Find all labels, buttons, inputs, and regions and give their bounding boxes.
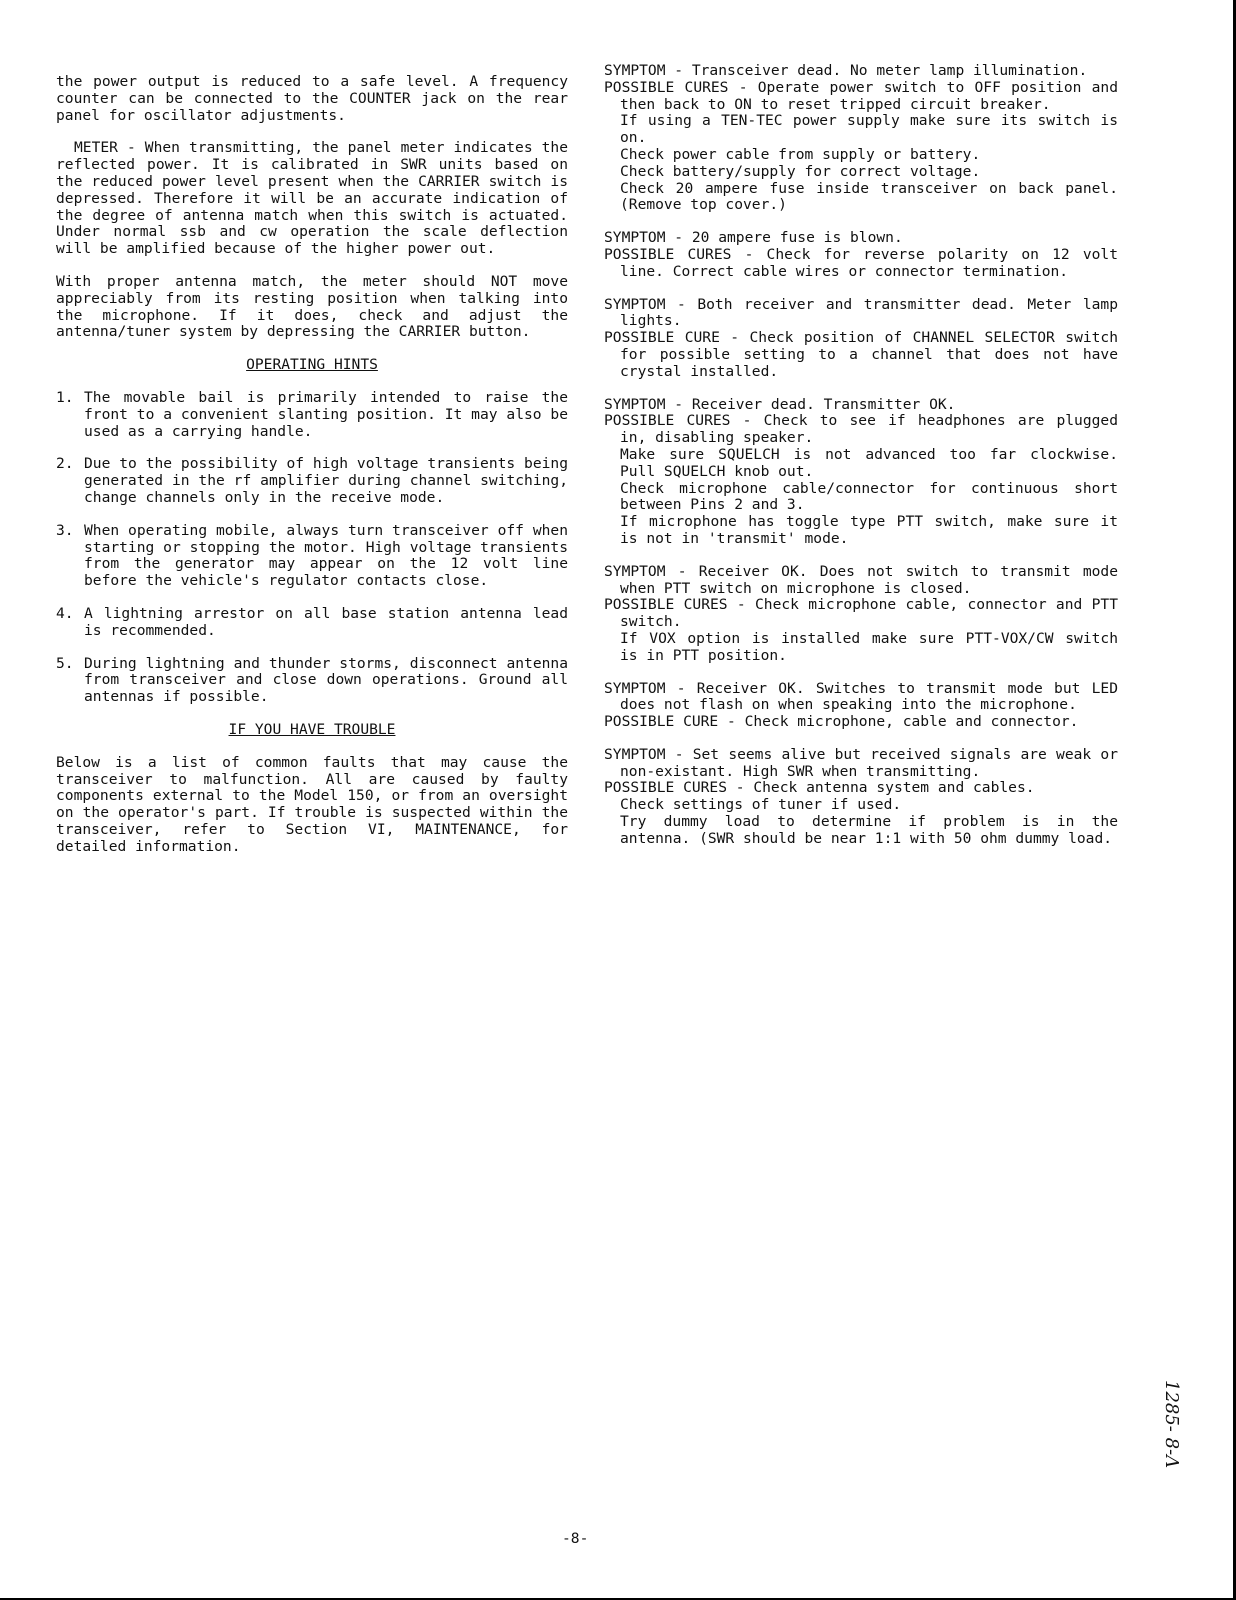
cure-item: Check 20 ampere fuse inside transceiver on back panel. (Remove top cover.) <box>620 179 1118 214</box>
cure-item: If using a TEN-TEC power supply make sure its switch is on. <box>620 112 1118 147</box>
cure-item: Check settings of tuner if used. <box>620 796 902 814</box>
symptom-line: SYMPTOM - Both receiver and transmitter dead. Meter lamp lights. <box>604 295 1118 330</box>
cure-item: Check microphone cable/connector for continuous short between Pins 2 and 3. <box>620 479 1118 514</box>
symptom-line: SYMPTOM - Receiver dead. Transmitter OK. <box>604 395 956 413</box>
left-column <box>56 74 568 871</box>
right-column <box>604 63 1118 864</box>
list-item-number: 4. <box>56 604 74 622</box>
cure-line: POSSIBLE CURE - Check microphone, cable and connector. <box>604 713 1079 731</box>
cure-item: Try dummy load to determine if problem is in the antenna. (SWR should be near 1:1 with 50 ohm dummy load. <box>620 813 1118 847</box>
operating-hints-list <box>56 390 568 706</box>
cure-line: POSSIBLE CURES - Operate power switch to OFF position and then back to ON to reset tripped circuit breaker. <box>604 78 1118 113</box>
symptom-block <box>604 397 1118 548</box>
symptom-line: SYMPTOM - Receiver OK. Does not switch to transmit mode when PTT switch on microphone is closed. <box>604 562 1118 597</box>
list-item-number: 5. <box>56 654 74 672</box>
symptom-block <box>604 297 1118 381</box>
list-item <box>56 523 568 590</box>
cure-item: Check battery/supply for correct voltage. <box>620 162 981 180</box>
symptom-block <box>604 747 1118 848</box>
list-item-text: A lightning arrestor on all base station antenna lead is recommended. <box>84 604 568 639</box>
cure-line: POSSIBLE CURES - Check to see if headphones are plugged in, disabling speaker. <box>604 412 1118 447</box>
list-item <box>56 390 568 440</box>
cure-line: POSSIBLE CURES - Check microphone cable, connector and PTT switch. <box>604 596 1118 631</box>
paragraph-trouble: Below is a list of common faults that may cause the transceiver to malfunction. All are caused by faulty components external to the Model 150, or from an oversight on the operator's part. If trouble is suspected within the transceiver, refer to Section VI, MAINTENANCE, for detailed information. <box>56 753 568 855</box>
symptom-block <box>604 230 1118 280</box>
list-item-text: The movable bail is primarily intended to raise the front to a convenient slanting position. It may also be used as a carrying handle. <box>84 388 568 440</box>
cure-item: If VOX option is installed make sure PTT-VOX/CW switch is in PTT position. <box>620 629 1118 664</box>
cure-line: POSSIBLE CURE - Check position of CHANNEL SELECTOR switch for possible setting to a channel that does not have crystal installed. <box>604 329 1118 380</box>
list-item <box>56 456 568 506</box>
symptom-line: SYMPTOM - Set seems alive but received signals are weak or non-existant. High SWR when transmitting. <box>604 745 1118 780</box>
list-item-text: During lightning and thunder storms, disconnect antenna from transceiver and close down operations. Ground all antennas if possible. <box>84 654 568 706</box>
symptom-block <box>604 564 1118 665</box>
paragraph-antenna-match: With proper antenna match, the meter should NOT move appreciably from its resting position when talking into the microphone. If it does, check and adjust the antenna/tuner system by depressing the CARRIER button. <box>56 272 568 341</box>
symptom-block <box>604 63 1118 214</box>
symptom-line: SYMPTOM - Transceiver dead. No meter lamp illumination. <box>604 62 1088 79</box>
symptom-line: SYMPTOM - 20 ampere fuse is blown. <box>604 229 903 247</box>
operating-hints-heading: OPERATING HINTS <box>246 356 378 374</box>
symptom-line: SYMPTOM - Receiver OK. Switches to transmit mode but LED does not flash on when speaking into the microphone. <box>604 679 1118 714</box>
list-item-text: Due to the possibility of high voltage transients being generated in the rf amplifier during channel switching, change channels only in the receive mode. <box>84 455 568 506</box>
list-item-number: 2. <box>56 455 74 473</box>
trouble-heading: IF YOU HAVE TROUBLE <box>228 720 396 738</box>
paragraph-power-output: the power output is reduced to a safe level. A frequency counter can be connected to the COUNTER jack on the rear panel for oscillator adjustments. <box>56 73 568 124</box>
list-item <box>56 656 568 706</box>
list-item-number: 1. <box>56 388 74 406</box>
paragraph-meter: METER - When transmitting, the panel meter indicates the reflected power. It is calibrated in SWR units based on the reduced power level present when the CARRIER switch is depressed. Therefore it will be an accurate indication of the degree of antenna match when this switch is actuated. Under normal ssb and cw operation the scale deflection will be amplified because of the higher power out. <box>56 139 568 258</box>
symptom-block <box>604 681 1118 731</box>
list-item-text: When operating mobile, always turn transceiver off when starting or stopping the motor. High voltage transients from the generator may appear on the 12 volt line before the vehicle's regulator contacts close. <box>84 521 568 590</box>
handwritten-margin-note: 1285- 8-Λ <box>1161 1380 1182 1469</box>
list-item <box>56 606 568 640</box>
page-number: -8- <box>562 1530 589 1547</box>
cure-item: If microphone has toggle type PTT switch, make sure it is not in 'transmit' mode. <box>620 513 1118 547</box>
cure-item: Check power cable from supply or battery. <box>620 145 981 163</box>
cure-item: Make sure SQUELCH is not advanced too far clockwise. Pull SQUELCH knob out. <box>620 445 1118 480</box>
cure-line: POSSIBLE CURES - Check for reverse polarity on 12 volt line. Correct cable wires or connector termination. <box>604 245 1118 280</box>
cure-line: POSSIBLE CURES - Check antenna system and cables. <box>604 779 1035 797</box>
list-item-number: 3. <box>56 521 74 539</box>
